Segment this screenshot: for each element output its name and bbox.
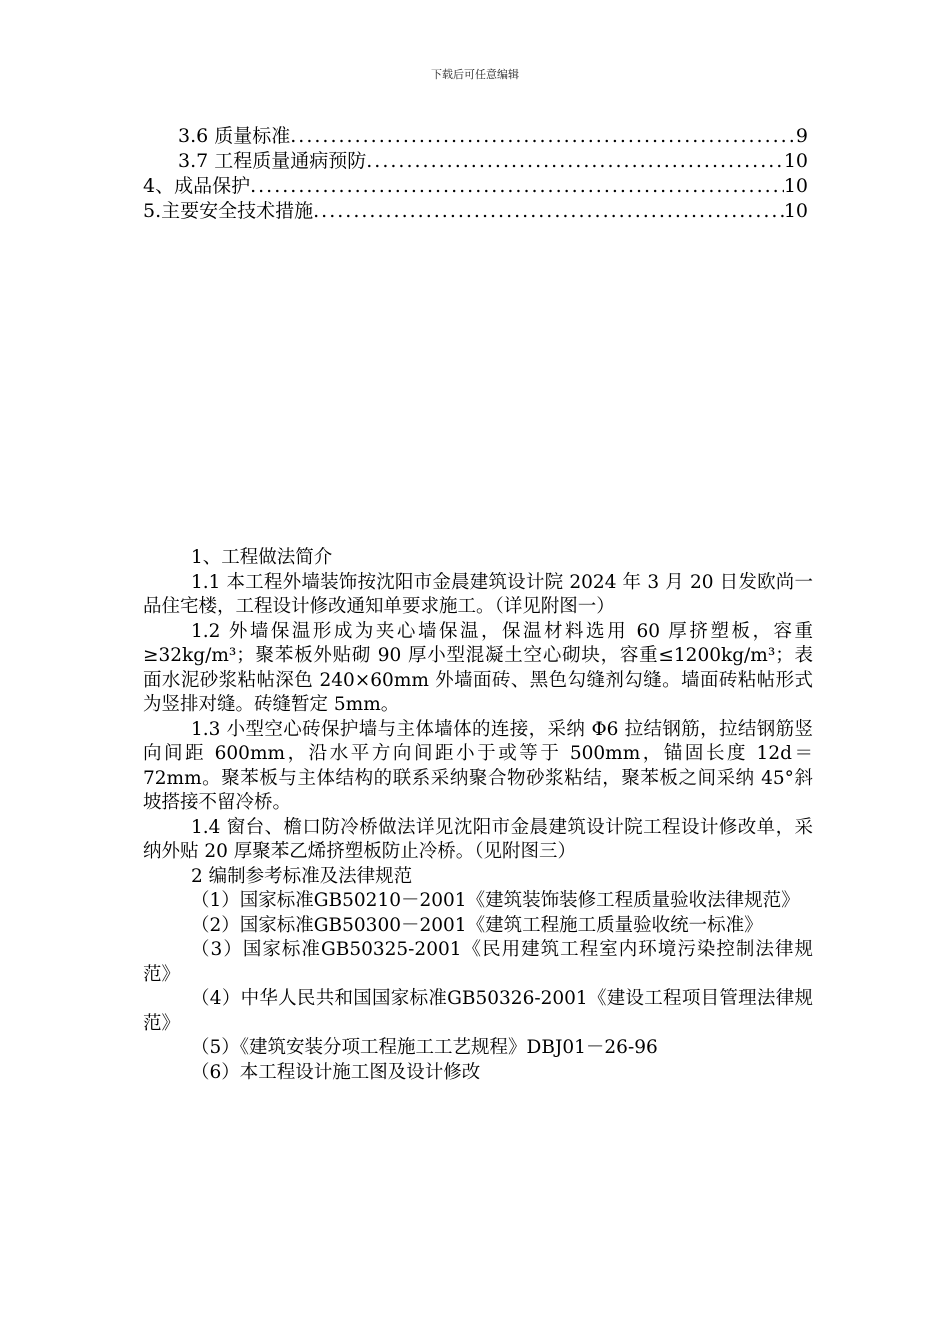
toc-entry-label: 3.7 工程质量通病预防 bbox=[178, 150, 367, 172]
toc-entry[interactable] bbox=[143, 149, 808, 174]
table-of-contents bbox=[143, 124, 808, 224]
document-body bbox=[143, 546, 813, 1085]
reference-item: （1）国家标准GB50210－2001《建筑装饰装修工程质量验收法律规范》 bbox=[191, 890, 800, 911]
section-heading: 2 编制参考标准及法律规范 bbox=[191, 865, 413, 887]
toc-leader-dots bbox=[290, 124, 796, 149]
toc-entry-page: 10 bbox=[783, 175, 808, 197]
toc-entry-label: 4、成品保护 bbox=[143, 175, 251, 197]
reference-item: （3）国家标准GB50325-2001《民用建筑工程室内环境污染控制法律规范》 bbox=[143, 939, 813, 985]
reference-item: （5）《建筑安装分项工程施工工艺规程》DBJ01－26-96 bbox=[191, 1037, 658, 1058]
toc-entry-page: 10 bbox=[783, 150, 808, 172]
toc-entry-page: 10 bbox=[783, 200, 808, 222]
paragraph: 1.3 小型空心砖保护墙与主体墙体的连接，采纳 Φ6 拉结钢筋，拉结钢筋竖向间距 600mm，沿水平方向间距小于或等于 500mm，锚固长度 12d＝72mm。聚苯板与主体结构的联系采纳聚合物砂浆粘结，聚苯板之间采纳 45°斜坡搭接不留冷桥。 bbox=[143, 718, 813, 813]
toc-entry-label: 5.主要安全技术措施 bbox=[143, 200, 314, 222]
toc-entry[interactable] bbox=[143, 199, 808, 224]
toc-entry[interactable] bbox=[143, 174, 808, 199]
toc-leader-dots bbox=[366, 149, 784, 174]
paragraph: 1.4 窗台、檐口防冷桥做法详见沈阳市金晨建筑设计院工程设计修改单，采纳外贴 20 厚聚苯乙烯挤塑板防止冷桥。（见附图三） bbox=[143, 816, 813, 862]
toc-entry-label: 3.6 质量标准 bbox=[178, 125, 291, 147]
toc-entry[interactable] bbox=[143, 124, 808, 149]
paragraph: 1.1 本工程外墙装饰按沈阳市金晨建筑设计院 2024 年 3 月 20 日发欧尚一品住宅楼，工程设计修改通知单要求施工。（详见附图一） bbox=[143, 571, 813, 617]
toc-entry-page: 9 bbox=[795, 125, 808, 147]
page-header: 下载后可任意编辑 bbox=[431, 68, 519, 81]
reference-item: （6）本工程设计施工图及设计修改 bbox=[191, 1061, 481, 1083]
reference-item: （2）国家标准GB50300－2001《建筑工程施工质量验收统一标准》 bbox=[191, 914, 763, 936]
reference-item: （4）中华人民共和国国家标准GB50326-2001《建设工程项目管理法律规范》 bbox=[143, 988, 813, 1034]
section-heading: 1、工程做法简介 bbox=[191, 547, 333, 568]
toc-leader-dots bbox=[313, 199, 784, 224]
paragraph: 1.2 外墙保温形成为夹心墙保温，保温材料选用 60 厚挤塑板，容重≥32kg/m³；聚苯板外贴砌 90 厚小型混凝土空心砌块，容重≤1200kg/m³；表面水泥砂浆粘帖深色 240×60mm 外墙面砖、黑色勾缝剂勾缝。墙面砖粘帖形式为竖排对缝。砖缝暂定 5mm。 bbox=[143, 620, 813, 715]
toc-leader-dots bbox=[250, 174, 784, 199]
